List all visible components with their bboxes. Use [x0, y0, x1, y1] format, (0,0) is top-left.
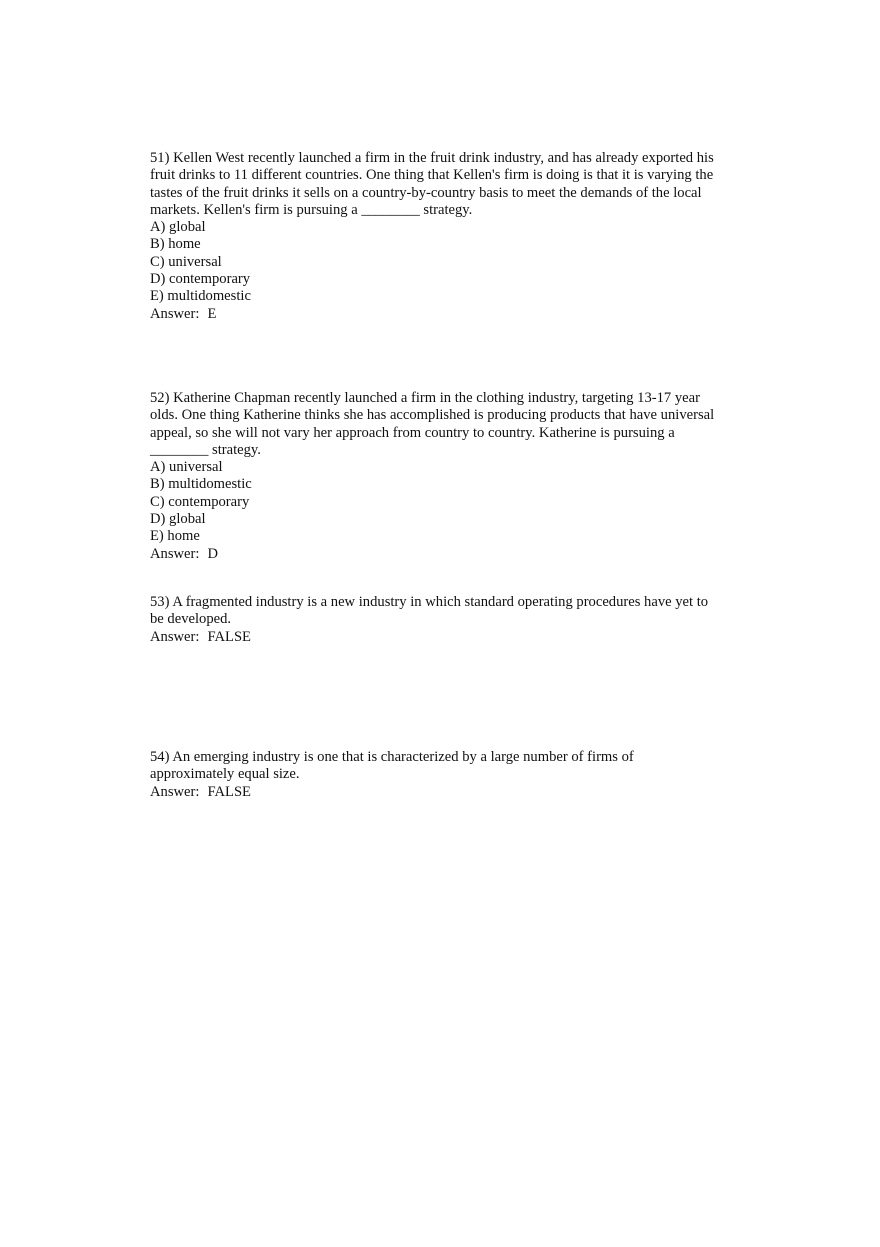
question-line: approximately equal size. — [150, 766, 300, 783]
question-number: 54) — [150, 749, 170, 765]
question-line: fruit drinks to 11 different countries. One thing that Kellen's firm is doing is that it is varying the — [150, 167, 714, 184]
question-52 — [150, 390, 750, 563]
question-line: A fragmented industry is a new industry in which standard operating procedures have yet to — [172, 594, 709, 610]
question-number: 51) — [150, 150, 170, 166]
question-line: Kellen West recently launched a firm in the fruit drink industry, and has already exported his — [173, 150, 714, 166]
answer-options — [150, 219, 750, 305]
question-51 — [150, 150, 750, 323]
answer-line — [150, 784, 750, 801]
option: A) universal — [150, 459, 223, 476]
option: E) multidomestic — [150, 288, 251, 305]
question-text — [150, 390, 750, 459]
question-line: olds. One thing Katherine thinks she has accomplished is producing products that have universal — [150, 407, 715, 424]
option: C) universal — [150, 253, 222, 270]
question-line: appeal, so she will not vary her approach from country to country. Katherine is pursuing a — [150, 424, 675, 441]
question-line: tastes of the fruit drinks it sells on a country-by-country basis to meet the demands of the local — [150, 184, 702, 201]
answer-value: D — [207, 545, 218, 562]
question-54 — [150, 749, 750, 801]
question-text — [150, 150, 750, 219]
answer-line — [150, 629, 750, 646]
question-number: 53) — [150, 594, 170, 610]
answer-options — [150, 459, 750, 545]
answer-label: Answer: — [150, 628, 200, 645]
question-number: 52) — [150, 390, 170, 406]
answer-line — [150, 306, 750, 323]
option: D) global — [150, 511, 206, 528]
question-line: An emerging industry is one that is characterized by a large number of firms of — [172, 749, 634, 765]
answer-label: Answer: — [150, 783, 200, 800]
question-text — [150, 749, 750, 784]
option: A) global — [150, 219, 206, 236]
question-line: Katherine Chapman recently launched a firm in the clothing industry, targeting 13-17 year — [173, 390, 700, 406]
answer-line — [150, 546, 750, 563]
option: B) multidomestic — [150, 476, 252, 493]
option: C) contemporary — [150, 493, 250, 510]
answer-value: E — [207, 305, 217, 322]
answer-label: Answer: — [150, 545, 200, 562]
question-53 — [150, 594, 750, 646]
answer-label: Answer: — [150, 305, 200, 322]
option: E) home — [150, 528, 200, 545]
option: B) home — [150, 236, 201, 253]
option: D) contemporary — [150, 271, 251, 288]
question-line: be developed. — [150, 611, 232, 628]
question-text — [150, 594, 750, 629]
question-line: markets. Kellen's firm is pursuing a ________ strategy. — [150, 201, 473, 218]
question-line: ________ strategy. — [150, 441, 261, 458]
answer-value: FALSE — [207, 783, 251, 800]
answer-value: FALSE — [207, 628, 251, 645]
